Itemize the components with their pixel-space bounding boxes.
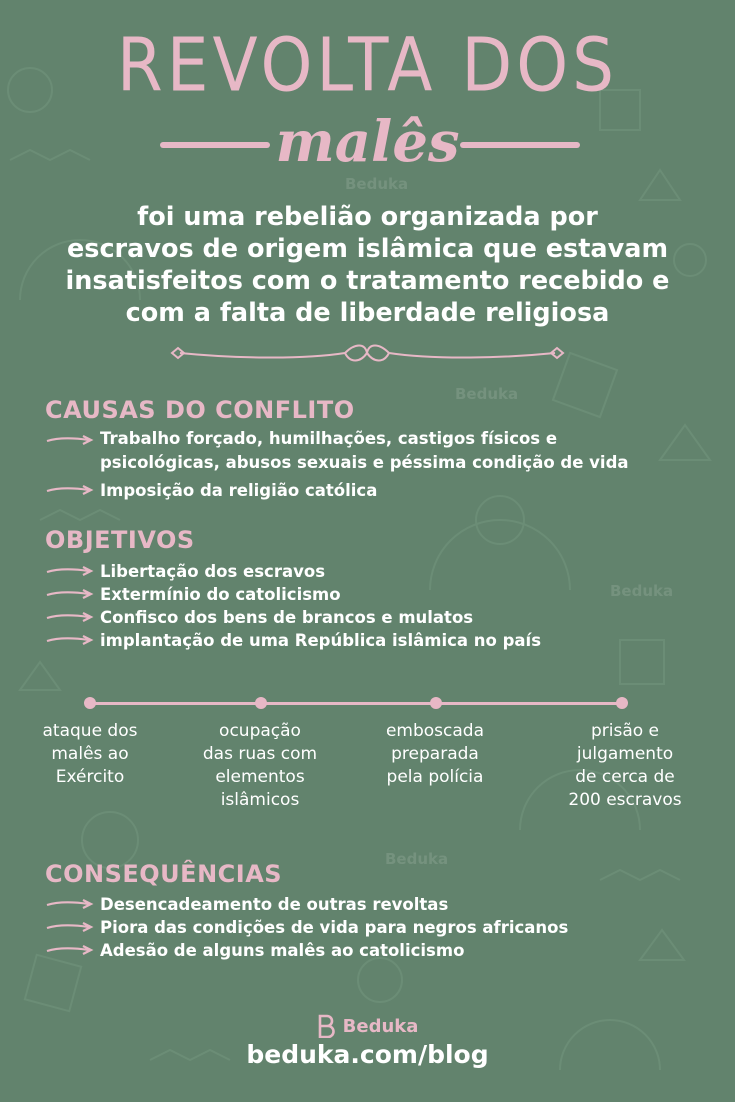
cause-text: psicológicas, abusos sexuais e péssima condição de vida	[100, 453, 629, 472]
beduka-logo-icon	[317, 1014, 335, 1038]
timeline-text: ataque dos	[42, 721, 138, 741]
ornament-divider	[170, 338, 565, 368]
watermark: Beduka	[455, 385, 519, 403]
arrow-icon	[45, 483, 95, 497]
cause-text: Trabalho forçado, humilhações, castigos físicos e	[100, 429, 558, 448]
arrow-icon	[45, 564, 95, 578]
timeline-dot	[84, 697, 96, 709]
intro-line: escravos de origem islâmica que estavam	[66, 234, 669, 264]
timeline-text: de cerca de	[575, 767, 675, 787]
page-title: REVOLTA DOS	[116, 22, 619, 109]
timeline-text: julgamento	[576, 744, 674, 764]
watermark: Beduka	[610, 582, 674, 600]
causes-heading: CAUSAS DO CONFLITO	[45, 396, 355, 424]
timeline-text: islâmicos	[220, 790, 300, 810]
timeline-event	[550, 720, 700, 812]
timeline-event	[360, 720, 510, 789]
consequence-text: Adesão de alguns malês ao catolicismo	[100, 941, 465, 960]
timeline-dot	[430, 697, 442, 709]
arrow-icon	[45, 633, 95, 647]
arrow-icon	[45, 897, 95, 911]
timeline-line	[90, 702, 622, 705]
timeline-text: elementos	[215, 767, 305, 787]
intro-line: com a falta de liberdade religiosa	[125, 298, 610, 328]
blog-url-link[interactable]: beduka.com/blog	[246, 1040, 489, 1069]
subtitle-block	[0, 110, 735, 180]
timeline-text: emboscada	[385, 721, 485, 741]
timeline-text: 200 escravos	[568, 790, 682, 810]
objective-text: Libertação dos escravos	[100, 562, 326, 581]
timeline-dot	[255, 697, 267, 709]
timeline-text: das ruas com	[202, 744, 318, 764]
arrow-icon	[45, 433, 95, 447]
objective-text: Confisco dos bens de brancos e mulatos	[100, 608, 474, 627]
timeline-text: malês ao	[51, 744, 129, 764]
brand-name: Beduka	[342, 1015, 419, 1037]
arrow-icon	[45, 610, 95, 624]
consequence-text: Desencadeamento de outras revoltas	[100, 895, 449, 914]
timeline-text: pela polícia	[386, 767, 484, 787]
timeline-text: preparada	[391, 744, 479, 764]
consequence-text: Piora das condições de vida para negros africanos	[100, 918, 569, 937]
timeline-text: ocupação	[219, 721, 301, 741]
intro-line: foi uma rebelião organizada por	[137, 202, 598, 232]
intro-text	[40, 201, 695, 329]
arrow-icon	[45, 587, 95, 601]
intro-line: insatisfeitos com o tratamento recebido e	[65, 266, 670, 296]
arrow-icon	[45, 920, 95, 934]
cause-text: Imposição da religião católica	[100, 481, 378, 500]
objectives-heading: OBJETIVOS	[45, 526, 195, 554]
objective-text: Extermínio do catolicismo	[100, 585, 341, 604]
arrow-icon	[45, 943, 95, 957]
watermark: Beduka	[385, 850, 449, 868]
brand-logo	[0, 1014, 735, 1038]
timeline-event	[25, 720, 155, 789]
timeline-dot	[616, 697, 628, 709]
timeline-text: Exército	[55, 767, 125, 787]
timeline-text: prisão e	[590, 721, 660, 741]
watermark: Beduka	[345, 175, 409, 193]
objective-text: implantação de uma República islâmica no país	[100, 631, 542, 650]
consequences-heading: CONSEQUÊNCIAS	[45, 860, 283, 888]
page-subtitle: malês	[275, 109, 460, 175]
timeline-event	[185, 720, 335, 812]
